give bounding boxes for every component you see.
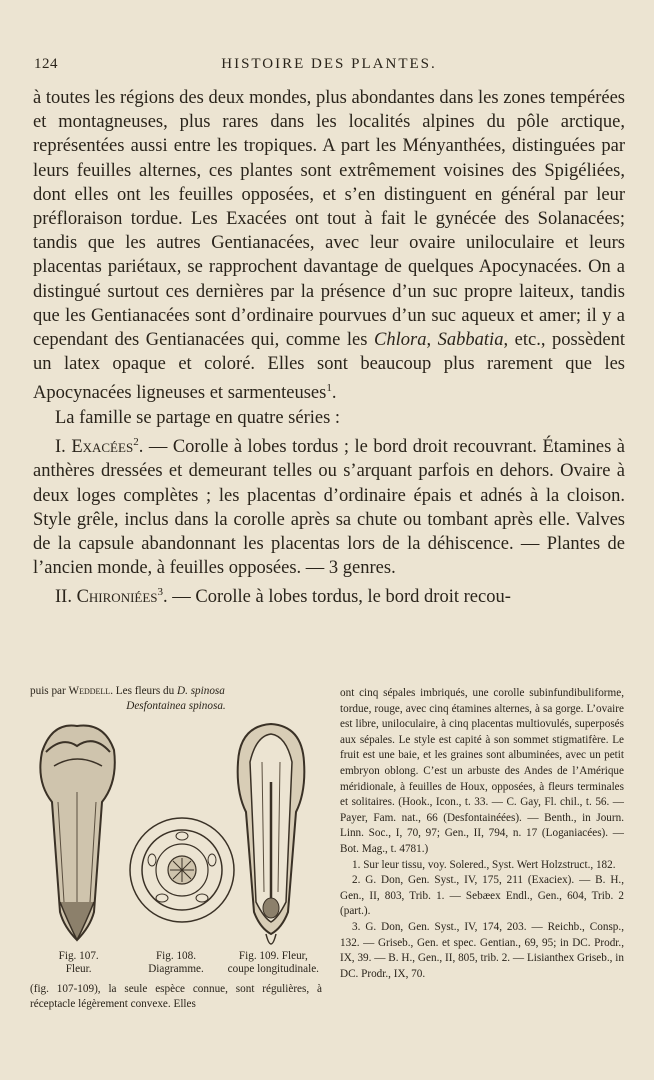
paragraph-1: à toutes les régions des deux mondes, plus abondantes dans les zones tempérées et montagneuses, plus rares dans les localités alpines du pôle arctique, représentées aussi entre les tropiques. A part les Ményanthées, distinguées par leurs feuilles alternes, ces plantes sont extrêmement voisines des Spigéliées, dont elles ont les feuilles opposées, et s’en distinguent en général par leur préfloraison tordue. Les Exacées ont tout à fait le gynécée des Solanacées; tandis que les autres Gentianacées, avec leur ovaire uniloculaire et leurs placentas pariétaux, se rapprochent davantage de quelques Apocynacées. On a distingué surtout ces dernières par la présence d’un suc propre laiteux, tandis que les Gentianacées sont d’ordinaire pourvues d’un suc aqueux et amer; il y a cependant des Gentianacées qui, comme les Chlora, Sabbatia, etc., possèdent un latex opaque et coloré. Elles sont beaucoup plus rarement que les Apocynacées ligneuses et sarmenteuses$^1$. xyxy=(33,88,626,404)
footnote-1: 1. Sur leur tissu, voy. Solered., Syst. Wert Holzstruct., 182. xyxy=(352,858,616,871)
main-text xyxy=(33,86,625,610)
figure-column xyxy=(30,684,322,1012)
running-header xyxy=(34,56,624,78)
series-exacees: I. Exacées$^2$. — Corolle à lobes tordus ; le bord droit recouvrant. Étamines à anthères dressées et demeurant telles ou s’arquant parfois en dehors. Ovaire à deux loges complètes ; les placentas d’ordinaire épais et adnés à la cloison. Style grêle, inclus dans la corolle après sa chute ou tombant après elle. Valves de la capsule abandonnant les placentas lors de la déhiscence. — Plantes de l’ancien monde, à feuilles opposées. — 3 genres. xyxy=(33,436,626,579)
figure-title: Desfontainea spinosa. xyxy=(126,700,226,712)
footnote-3: 3. G. Don, Gen. Syst., IV, 174, 203. — Reichb., Consp., 132. — Griseb., Gen. et spec. Gentian., 69, 95; in DC. Prodr., IX, 39. — B. H., Gen., II, 805, trib. 2. — Lisianthex Griseb., in DC. Prodr., IX, 70. xyxy=(340,920,624,980)
notes-column xyxy=(340,686,624,982)
fig-107-flower-drawing xyxy=(32,722,122,948)
desfontainea-description: ont cinq sépales imbriqués, une corolle subinfundibuliforme, tordue, rouge, avec cinq étamines alternes, à sa gorge. L’ovaire est libre, uniloculaire, à cinq placentas multiovulés, superposés aux sépales. Le style est capité à son sommet stigmatifère. Le fruit est une baie, et les graines sont albuminées, avec un petit embryon oblong. C’est un arbuste des Andes de l’Amérique méridionale, à feuilles de Houx, opposées, à fleurs terminales et solitaires. (Hook., Icon., t. 33. — C. Gay, Fl. chil., t. 56. — Payer, Fam. nat., 66 (Desfontainéées). — Benth., in Journ. Linn. Soc., I, 70, 97; Gen., II, 794, n. 17 (Loganiacées). — Bot. Mag., t. 4781.) xyxy=(340,687,624,855)
page-number: 124 xyxy=(34,56,58,72)
running-title: HISTOIRE DES PLANTES. xyxy=(221,56,437,72)
series-chironiees: II. Chironiées$^3$. — Corolle à lobes tordus, le bord droit recou- xyxy=(55,586,511,608)
fig-108-diagram-drawing xyxy=(126,814,238,926)
figure-description: (fig. 107-109), la seule espèce connue, sont régulières, à réceptacle légèrement convexe. Elles xyxy=(30,983,322,1010)
figure-caption-lead: puis par Weddell. Les fleurs du D. spinosa xyxy=(30,685,225,697)
fig-107-label: Fig. 107. Fleur. xyxy=(58,950,99,975)
botanical-figures xyxy=(30,722,322,948)
fig-109-section-drawing xyxy=(226,722,316,962)
paragraph-2: La famille se partage en quatre séries : xyxy=(55,407,341,428)
fig-109-label: Fig. 109. Fleur, coupe longitudinale. xyxy=(227,950,319,975)
footnote-2: 2. G. Don, Gen. Syst., IV, 175, 211 (Exaciex). — B. H., Gen., II, 803, Trib. 1. — Sebæex Endl., Gen., 604, Trib. 2 (part.). xyxy=(340,874,624,918)
fig-108-label: Fig. 108. Diagramme. xyxy=(148,950,204,975)
